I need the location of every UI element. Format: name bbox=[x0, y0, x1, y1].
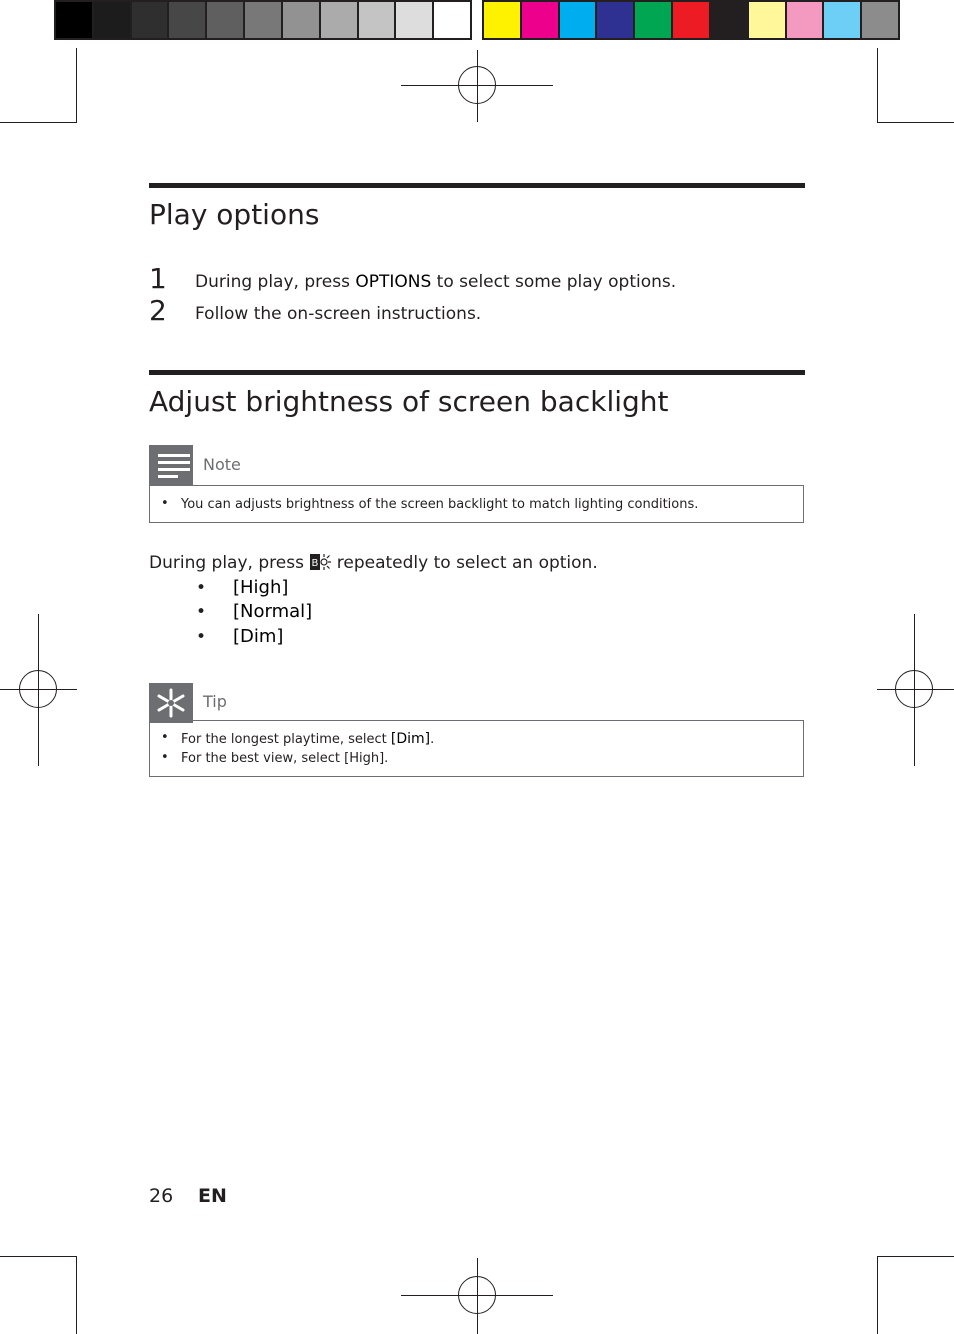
instruction-text bbox=[149, 552, 598, 577]
backlight-icon bbox=[309, 553, 331, 577]
step-text bbox=[195, 271, 676, 293]
tip-box bbox=[149, 720, 804, 777]
registration-circle-icon bbox=[19, 670, 57, 708]
color-swatch bbox=[94, 2, 130, 38]
color-swatch bbox=[597, 2, 633, 38]
color-swatch bbox=[749, 2, 785, 38]
instruction-after: repeatedly to select an option. bbox=[331, 553, 598, 573]
tip-item: For the best view, select [High]. bbox=[181, 751, 389, 766]
bullet-icon: • bbox=[161, 496, 169, 511]
color-swatch bbox=[673, 2, 709, 38]
tip-item-before: For the longest playtime, select bbox=[181, 732, 391, 747]
page-number: 26 bbox=[149, 1185, 174, 1207]
color-swatch bbox=[321, 2, 357, 38]
color-swatch bbox=[434, 2, 470, 38]
color-swatch bbox=[522, 2, 558, 38]
crop-mark bbox=[877, 1256, 954, 1257]
note-icon bbox=[149, 445, 193, 485]
color-swatch bbox=[862, 2, 898, 38]
option-high: [High] bbox=[233, 577, 289, 598]
options-key-label: OPTIONS bbox=[355, 272, 432, 292]
color-swatch bbox=[359, 2, 395, 38]
crop-mark bbox=[877, 48, 878, 123]
option-normal: [Normal] bbox=[233, 601, 313, 622]
grayscale-bar bbox=[54, 0, 472, 40]
bullet-icon: • bbox=[161, 730, 169, 745]
note-item: You can adjusts brightness of the screen backlight to match lighting conditions. bbox=[181, 497, 699, 512]
color-swatch bbox=[396, 2, 432, 38]
color-swatch bbox=[635, 2, 671, 38]
tip-item-after: . bbox=[430, 732, 435, 747]
color-swatch bbox=[484, 2, 520, 38]
step-text-after: to select some play options. bbox=[431, 272, 677, 292]
crop-mark bbox=[0, 1256, 77, 1257]
language-code: EN bbox=[198, 1185, 227, 1207]
section-rule bbox=[149, 183, 805, 188]
crop-mark bbox=[0, 122, 77, 123]
crop-mark bbox=[877, 1256, 878, 1334]
color-swatch bbox=[207, 2, 243, 38]
color-swatch bbox=[711, 2, 747, 38]
svg-text:B: B bbox=[311, 558, 319, 569]
tip-item bbox=[181, 730, 434, 749]
registration-circle-icon bbox=[458, 66, 496, 104]
color-swatch bbox=[787, 2, 823, 38]
section-rule bbox=[149, 370, 805, 375]
option-dim: [Dim] bbox=[233, 626, 284, 647]
step-number: 2 bbox=[149, 294, 167, 327]
color-bar bbox=[482, 0, 900, 40]
step-text: Follow the on-screen instructions. bbox=[195, 304, 482, 324]
crop-mark bbox=[76, 1256, 77, 1334]
note-label: Note bbox=[203, 455, 241, 474]
section-title-brightness: Adjust brightness of screen backlight bbox=[149, 385, 669, 418]
color-swatch bbox=[245, 2, 281, 38]
step-text-before: During play, press bbox=[195, 272, 356, 292]
bullet-icon: • bbox=[161, 750, 169, 765]
bullet-icon: • bbox=[196, 602, 207, 622]
registration-circle-icon bbox=[895, 670, 933, 708]
instruction-before: During play, press bbox=[149, 553, 310, 573]
tip-dim-keyword: [Dim] bbox=[390, 731, 431, 747]
color-swatch bbox=[824, 2, 860, 38]
color-swatch bbox=[169, 2, 205, 38]
tip-label: Tip bbox=[203, 692, 227, 711]
bullet-icon: • bbox=[196, 578, 207, 598]
step-number: 1 bbox=[149, 262, 167, 295]
crop-mark bbox=[877, 122, 954, 123]
color-swatch bbox=[56, 2, 92, 38]
color-swatch bbox=[283, 2, 319, 38]
color-swatch bbox=[132, 2, 168, 38]
bullet-icon: • bbox=[196, 627, 207, 647]
note-box bbox=[149, 485, 804, 523]
section-title-play-options: Play options bbox=[149, 198, 320, 231]
tip-icon bbox=[149, 683, 193, 723]
registration-circle-icon bbox=[458, 1276, 496, 1314]
crop-mark bbox=[76, 48, 77, 123]
color-swatch bbox=[560, 2, 596, 38]
